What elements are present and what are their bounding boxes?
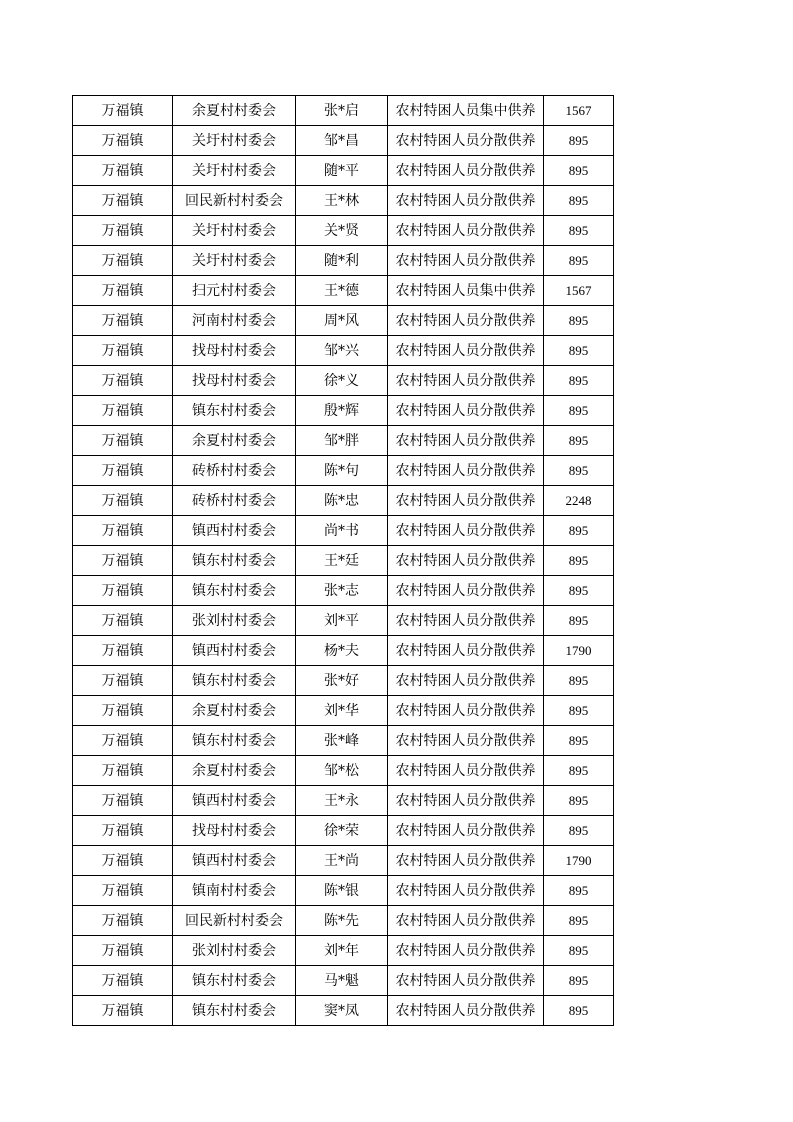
town-cell: 万福镇 xyxy=(73,246,173,276)
amount-cell: 2248 xyxy=(544,486,614,516)
name-cell: 陈*银 xyxy=(296,876,388,906)
category-cell: 农村特困人员分散供养 xyxy=(388,306,544,336)
table-row xyxy=(73,696,614,726)
village-cell: 余夏村村委会 xyxy=(173,756,296,786)
village-cell: 余夏村村委会 xyxy=(173,96,296,126)
town-cell: 万福镇 xyxy=(73,816,173,846)
village-cell: 关圩村村委会 xyxy=(173,156,296,186)
category-cell: 农村特困人员分散供养 xyxy=(388,126,544,156)
village-cell: 张刘村村委会 xyxy=(173,936,296,966)
town-cell: 万福镇 xyxy=(73,366,173,396)
town-cell: 万福镇 xyxy=(73,156,173,186)
name-cell: 殷*辉 xyxy=(296,396,388,426)
amount-cell: 895 xyxy=(544,906,614,936)
category-cell: 农村特困人员分散供养 xyxy=(388,816,544,846)
village-cell: 河南村村委会 xyxy=(173,306,296,336)
village-cell: 关圩村村委会 xyxy=(173,126,296,156)
category-cell: 农村特困人员分散供养 xyxy=(388,786,544,816)
category-cell: 农村特困人员分散供养 xyxy=(388,666,544,696)
name-cell: 刘*年 xyxy=(296,936,388,966)
category-cell: 农村特困人员分散供养 xyxy=(388,336,544,366)
town-cell: 万福镇 xyxy=(73,456,173,486)
amount-cell: 895 xyxy=(544,996,614,1026)
name-cell: 张*峰 xyxy=(296,726,388,756)
amount-cell: 895 xyxy=(544,966,614,996)
amount-cell: 895 xyxy=(544,756,614,786)
village-cell: 余夏村村委会 xyxy=(173,426,296,456)
village-cell: 关圩村村委会 xyxy=(173,216,296,246)
category-cell: 农村特困人员分散供养 xyxy=(388,636,544,666)
town-cell: 万福镇 xyxy=(73,306,173,336)
category-cell: 农村特困人员分散供养 xyxy=(388,456,544,486)
category-cell: 农村特困人员分散供养 xyxy=(388,516,544,546)
village-cell: 镇西村村委会 xyxy=(173,516,296,546)
amount-cell: 895 xyxy=(544,666,614,696)
table-row xyxy=(73,126,614,156)
village-cell: 镇西村村委会 xyxy=(173,846,296,876)
name-cell: 陈*先 xyxy=(296,906,388,936)
town-cell: 万福镇 xyxy=(73,906,173,936)
category-cell: 农村特困人员分散供养 xyxy=(388,396,544,426)
village-cell: 镇南村村委会 xyxy=(173,876,296,906)
town-cell: 万福镇 xyxy=(73,426,173,456)
table-row xyxy=(73,306,614,336)
table-row xyxy=(73,816,614,846)
town-cell: 万福镇 xyxy=(73,606,173,636)
category-cell: 农村特困人员分散供养 xyxy=(388,426,544,456)
town-cell: 万福镇 xyxy=(73,696,173,726)
town-cell: 万福镇 xyxy=(73,126,173,156)
name-cell: 王*尚 xyxy=(296,846,388,876)
category-cell: 农村特困人员分散供养 xyxy=(388,576,544,606)
name-cell: 王*林 xyxy=(296,186,388,216)
name-cell: 徐*义 xyxy=(296,366,388,396)
category-cell: 农村特困人员集中供养 xyxy=(388,276,544,306)
name-cell: 陈*句 xyxy=(296,456,388,486)
amount-cell: 895 xyxy=(544,606,614,636)
table-row xyxy=(73,966,614,996)
village-cell: 找母村村委会 xyxy=(173,816,296,846)
name-cell: 王*廷 xyxy=(296,546,388,576)
village-cell: 回民新村村委会 xyxy=(173,186,296,216)
village-cell: 扫元村村委会 xyxy=(173,276,296,306)
amount-cell: 1567 xyxy=(544,276,614,306)
name-cell: 周*风 xyxy=(296,306,388,336)
amount-cell: 895 xyxy=(544,396,614,426)
amount-cell: 895 xyxy=(544,186,614,216)
table-row xyxy=(73,726,614,756)
table-row xyxy=(73,786,614,816)
category-cell: 农村特困人员分散供养 xyxy=(388,966,544,996)
category-cell: 农村特困人员分散供养 xyxy=(388,996,544,1026)
town-cell: 万福镇 xyxy=(73,756,173,786)
amount-cell: 895 xyxy=(544,456,614,486)
name-cell: 杨*夫 xyxy=(296,636,388,666)
category-cell: 农村特困人员分散供养 xyxy=(388,606,544,636)
table-row xyxy=(73,456,614,486)
table-row xyxy=(73,666,614,696)
amount-cell: 895 xyxy=(544,516,614,546)
table-row xyxy=(73,756,614,786)
roster-table xyxy=(72,95,614,1026)
amount-cell: 895 xyxy=(544,336,614,366)
category-cell: 农村特困人员分散供养 xyxy=(388,246,544,276)
village-cell: 找母村村委会 xyxy=(173,336,296,366)
name-cell: 刘*华 xyxy=(296,696,388,726)
town-cell: 万福镇 xyxy=(73,96,173,126)
category-cell: 农村特困人员分散供养 xyxy=(388,846,544,876)
table-row xyxy=(73,96,614,126)
table-row xyxy=(73,426,614,456)
amount-cell: 895 xyxy=(544,726,614,756)
table-row xyxy=(73,606,614,636)
category-cell: 农村特困人员分散供养 xyxy=(388,696,544,726)
village-cell: 找母村村委会 xyxy=(173,366,296,396)
town-cell: 万福镇 xyxy=(73,486,173,516)
town-cell: 万福镇 xyxy=(73,666,173,696)
name-cell: 张*好 xyxy=(296,666,388,696)
category-cell: 农村特困人员分散供养 xyxy=(388,156,544,186)
name-cell: 刘*平 xyxy=(296,606,388,636)
village-cell: 镇西村村委会 xyxy=(173,786,296,816)
category-cell: 农村特困人员分散供养 xyxy=(388,216,544,246)
amount-cell: 895 xyxy=(544,546,614,576)
village-cell: 砖桥村村委会 xyxy=(173,456,296,486)
village-cell: 回民新村村委会 xyxy=(173,906,296,936)
village-cell: 镇东村村委会 xyxy=(173,666,296,696)
table-row xyxy=(73,276,614,306)
village-cell: 砖桥村村委会 xyxy=(173,486,296,516)
category-cell: 农村特困人员分散供养 xyxy=(388,366,544,396)
town-cell: 万福镇 xyxy=(73,546,173,576)
name-cell: 邹*松 xyxy=(296,756,388,786)
name-cell: 随*平 xyxy=(296,156,388,186)
amount-cell: 895 xyxy=(544,576,614,606)
town-cell: 万福镇 xyxy=(73,516,173,546)
town-cell: 万福镇 xyxy=(73,726,173,756)
category-cell: 农村特困人员集中供养 xyxy=(388,96,544,126)
amount-cell: 895 xyxy=(544,156,614,186)
category-cell: 农村特困人员分散供养 xyxy=(388,546,544,576)
name-cell: 张*启 xyxy=(296,96,388,126)
table-row xyxy=(73,246,614,276)
town-cell: 万福镇 xyxy=(73,876,173,906)
category-cell: 农村特困人员分散供养 xyxy=(388,726,544,756)
amount-cell: 895 xyxy=(544,786,614,816)
village-cell: 镇东村村委会 xyxy=(173,726,296,756)
village-cell: 镇东村村委会 xyxy=(173,576,296,606)
name-cell: 关*贤 xyxy=(296,216,388,246)
table-row xyxy=(73,486,614,516)
table-row xyxy=(73,336,614,366)
table-row xyxy=(73,546,614,576)
table-row xyxy=(73,186,614,216)
amount-cell: 895 xyxy=(544,306,614,336)
amount-cell: 895 xyxy=(544,936,614,966)
village-cell: 镇东村村委会 xyxy=(173,996,296,1026)
town-cell: 万福镇 xyxy=(73,186,173,216)
table-row xyxy=(73,846,614,876)
name-cell: 徐*荣 xyxy=(296,816,388,846)
roster-table-body xyxy=(73,96,614,1026)
name-cell: 马*魁 xyxy=(296,966,388,996)
table-row xyxy=(73,396,614,426)
table-row xyxy=(73,366,614,396)
name-cell: 尚*书 xyxy=(296,516,388,546)
town-cell: 万福镇 xyxy=(73,996,173,1026)
table-row xyxy=(73,906,614,936)
name-cell: 窦*凤 xyxy=(296,996,388,1026)
table-row xyxy=(73,996,614,1026)
village-cell: 张刘村村委会 xyxy=(173,606,296,636)
amount-cell: 1567 xyxy=(544,96,614,126)
village-cell: 余夏村村委会 xyxy=(173,696,296,726)
amount-cell: 895 xyxy=(544,366,614,396)
amount-cell: 895 xyxy=(544,246,614,276)
name-cell: 邹*兴 xyxy=(296,336,388,366)
table-row xyxy=(73,876,614,906)
amount-cell: 895 xyxy=(544,126,614,156)
table-row xyxy=(73,216,614,246)
name-cell: 张*志 xyxy=(296,576,388,606)
name-cell: 随*利 xyxy=(296,246,388,276)
name-cell: 陈*忠 xyxy=(296,486,388,516)
amount-cell: 895 xyxy=(544,816,614,846)
amount-cell: 895 xyxy=(544,696,614,726)
name-cell: 邹*胖 xyxy=(296,426,388,456)
village-cell: 镇东村村委会 xyxy=(173,546,296,576)
town-cell: 万福镇 xyxy=(73,396,173,426)
town-cell: 万福镇 xyxy=(73,276,173,306)
amount-cell: 895 xyxy=(544,426,614,456)
table-row xyxy=(73,636,614,666)
category-cell: 农村特困人员分散供养 xyxy=(388,486,544,516)
town-cell: 万福镇 xyxy=(73,966,173,996)
town-cell: 万福镇 xyxy=(73,576,173,606)
table-row xyxy=(73,936,614,966)
category-cell: 农村特困人员分散供养 xyxy=(388,906,544,936)
town-cell: 万福镇 xyxy=(73,216,173,246)
village-cell: 镇东村村委会 xyxy=(173,396,296,426)
name-cell: 王*德 xyxy=(296,276,388,306)
town-cell: 万福镇 xyxy=(73,936,173,966)
table-row xyxy=(73,516,614,546)
amount-cell: 1790 xyxy=(544,846,614,876)
amount-cell: 895 xyxy=(544,876,614,906)
table-row xyxy=(73,576,614,606)
table-row xyxy=(73,156,614,186)
amount-cell: 895 xyxy=(544,216,614,246)
town-cell: 万福镇 xyxy=(73,846,173,876)
name-cell: 王*永 xyxy=(296,786,388,816)
village-cell: 关圩村村委会 xyxy=(173,246,296,276)
category-cell: 农村特困人员分散供养 xyxy=(388,186,544,216)
category-cell: 农村特困人员分散供养 xyxy=(388,756,544,786)
amount-cell: 1790 xyxy=(544,636,614,666)
town-cell: 万福镇 xyxy=(73,786,173,816)
category-cell: 农村特困人员分散供养 xyxy=(388,936,544,966)
village-cell: 镇东村村委会 xyxy=(173,966,296,996)
town-cell: 万福镇 xyxy=(73,636,173,666)
name-cell: 邹*昌 xyxy=(296,126,388,156)
town-cell: 万福镇 xyxy=(73,336,173,366)
village-cell: 镇西村村委会 xyxy=(173,636,296,666)
category-cell: 农村特困人员分散供养 xyxy=(388,876,544,906)
